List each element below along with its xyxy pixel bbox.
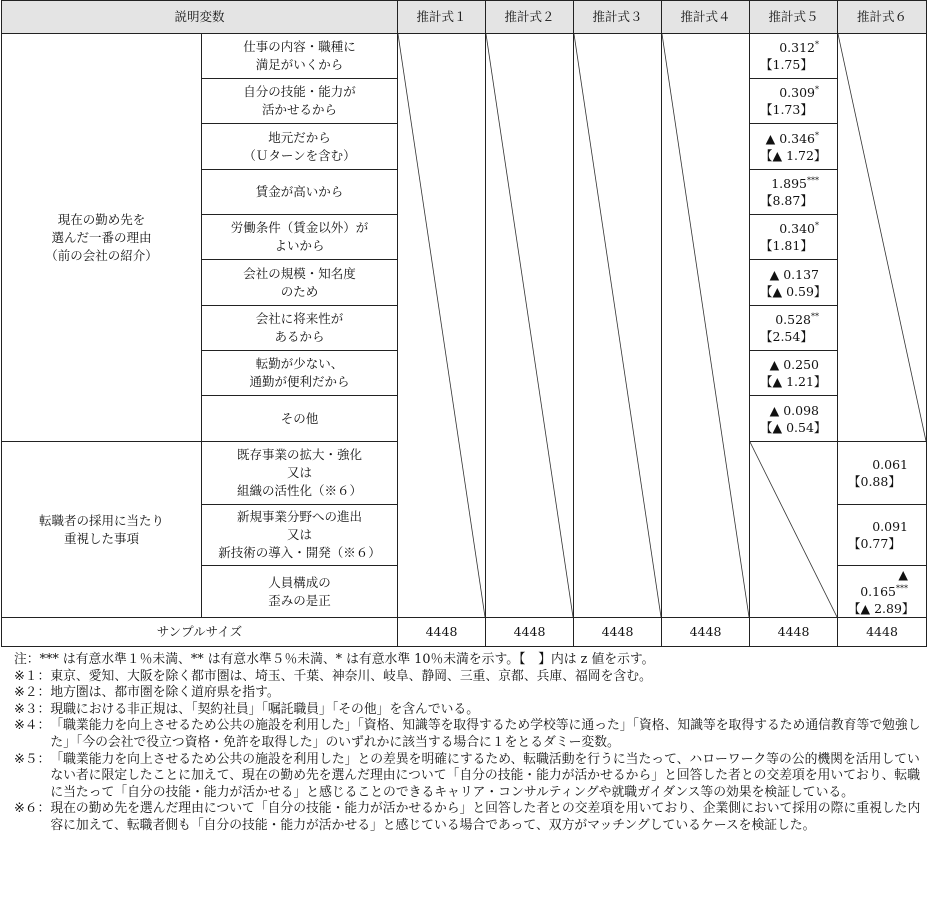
footnote <box>14 718 926 751</box>
z-value: 【1.73】 <box>760 102 813 117</box>
row-label: 会社の規模・知名度 のため <box>202 260 398 306</box>
value-box <box>750 39 837 73</box>
sample-size-value: 4448 <box>398 618 486 647</box>
row-label: 地元だから （Ｕターンを含む） <box>202 124 398 170</box>
sample-size-value: 4448 <box>662 618 750 647</box>
coefficient-value: ▲ 0.165 <box>860 567 908 599</box>
footnote-text: 現在の勤め先を選んだ理由について「自分の技能・能力が活かせるから」と回答した者との交差項を用いており、企業側において採用の際に重視した内容に加えて、転職者側も「自分の技能・能力が活かせる」と感じている場合であって、双方がマッチングしているケースを検証した。 <box>50 801 921 833</box>
model5-value <box>750 215 838 260</box>
z-value: 【0.88】 <box>848 474 901 489</box>
footnote <box>14 801 926 834</box>
footnote <box>14 702 926 719</box>
value-box <box>750 220 837 254</box>
z-value: 【2.54】 <box>760 329 813 344</box>
coefficient-value: 0.528 <box>775 312 811 327</box>
value-box <box>750 402 837 436</box>
model5-value <box>750 79 838 124</box>
coefficient <box>760 39 831 56</box>
footnote-label: ※１： <box>14 668 51 684</box>
footnote-label: 注： <box>14 652 40 667</box>
diagonal-line <box>398 34 485 617</box>
footnote <box>14 669 926 686</box>
diagonal-line <box>838 34 926 441</box>
header-row <box>2 1 927 34</box>
sample-size-value: 4448 <box>574 618 662 647</box>
footnote <box>14 752 926 802</box>
row-label: 会社に将来性が あるから <box>202 306 398 351</box>
model5-value <box>750 124 838 170</box>
empty-cell-model-2 <box>486 34 574 618</box>
header-model: 推計式２ <box>486 1 574 34</box>
row-label: 新規事業分野への進出 又は 新技術の導入・開発（※６） <box>202 505 398 566</box>
header-model: 推計式６ <box>838 1 927 34</box>
sample-row <box>2 618 927 647</box>
z-value: 【8.87】 <box>760 193 813 208</box>
coefficient-value: ▲ 0.346 <box>765 130 815 146</box>
model5-value <box>750 170 838 215</box>
significance-mark: *** <box>896 584 908 593</box>
model5-value <box>750 34 838 79</box>
footnote <box>14 685 926 702</box>
coefficient <box>848 566 920 600</box>
header-model: 推計式５ <box>750 1 838 34</box>
header-model: 推計式３ <box>574 1 662 34</box>
diagonal-line <box>662 34 749 617</box>
coefficient <box>760 266 831 283</box>
row-label: 賃金が高いから <box>202 170 398 215</box>
footnote-text: 現職における非正規は、「契約社員」「嘱託職員」「その他」を含んでいる。 <box>50 701 480 717</box>
significance-mark: * <box>815 85 819 94</box>
row-label: 労働条件（賃金以外）が よいから <box>202 215 398 260</box>
significance-mark: ** <box>811 312 819 321</box>
row-label: 人員構成の 歪みの是正 <box>202 566 398 618</box>
coefficient-value: 0.061 <box>872 457 908 472</box>
header-model: 推計式４ <box>662 1 750 34</box>
footnote-text: 地方圏は、都市圏を除く道府県を指す。 <box>50 685 280 701</box>
coefficient-value: 0.091 <box>872 519 908 534</box>
regression-table <box>1 0 927 647</box>
z-value: 【▲ 2.89】 <box>848 601 915 616</box>
coefficient-value: ▲ 0.137 <box>769 266 819 282</box>
coefficient-value: 1.895 <box>771 176 807 191</box>
footnote-label: ※６： <box>14 801 51 817</box>
group-label-reason: 現在の勤め先を 選んだ一番の理由 （前の会社の紹介） <box>2 34 202 442</box>
value-box <box>750 266 837 300</box>
regression-table-wrapper <box>1 0 927 647</box>
sample-size-value: 4448 <box>486 618 574 647</box>
model5-value <box>750 396 838 442</box>
footnote-label: ※４： <box>14 718 51 734</box>
empty-cell-model-6 <box>838 34 927 442</box>
footnote-label: ※２： <box>14 685 51 701</box>
coefficient <box>760 220 831 237</box>
value-box <box>838 456 926 490</box>
z-value: 【1.81】 <box>760 238 813 253</box>
value-box <box>838 566 926 617</box>
model6-value <box>838 505 927 566</box>
header-variable: 説明変数 <box>2 1 398 34</box>
significance-mark: *** <box>807 176 819 185</box>
footnote <box>14 652 926 669</box>
z-value: 【0.77】 <box>848 536 901 551</box>
value-box <box>750 84 837 118</box>
value-box <box>750 356 837 390</box>
coefficient <box>848 456 920 473</box>
empty-cell-model-1 <box>398 34 486 618</box>
coefficient <box>848 518 920 535</box>
row-label: 転勤が少ない、 通勤が便利だから <box>202 351 398 396</box>
footnote-label: ※５： <box>14 751 51 767</box>
empty-cell-model-5 <box>750 442 838 618</box>
z-value: 【▲ 1.21】 <box>760 374 827 389</box>
coefficient <box>760 311 831 328</box>
row-label: 既存事業の拡大・強化 又は 組織の活性化（※６） <box>202 442 398 505</box>
coefficient-value: 0.340 <box>779 221 815 236</box>
coefficient-value: 0.312 <box>779 40 815 55</box>
footnote-label: ※３： <box>14 701 51 717</box>
diagonal-line <box>574 34 661 617</box>
table-row <box>2 34 927 79</box>
significance-mark: * <box>815 40 819 49</box>
coefficient <box>760 84 831 101</box>
empty-cell-model-4 <box>662 34 750 618</box>
significance-mark: * <box>815 130 819 140</box>
z-value: 【▲ 0.59】 <box>760 283 827 299</box>
value-box <box>750 175 837 209</box>
z-value: 【1.75】 <box>760 57 813 72</box>
value-box <box>838 518 926 552</box>
coefficient-value: ▲ 0.098 <box>769 402 819 418</box>
row-label: 仕事の内容・職種に 満足がいくから <box>202 34 398 79</box>
coefficient-value: ▲ 0.250 <box>769 357 819 372</box>
model6-value <box>838 566 927 618</box>
model5-value <box>750 306 838 351</box>
significance-mark: * <box>815 221 819 230</box>
model5-value <box>750 351 838 396</box>
model6-value <box>838 442 927 505</box>
coefficient <box>760 130 831 147</box>
coefficient-value: 0.309 <box>779 85 815 100</box>
value-box <box>750 130 837 164</box>
footnote-text: 「職業能力を向上させるため公共の施設を利用した」「資格、知識等を取得するため学校等に通った」「資格、知識等を取得するため通信教育等で勉強した」「今の会社で役立つ資格・免許を取得した」のいずれかに該当する場合に１をとるダミー変数。 <box>50 718 921 750</box>
coefficient <box>760 175 831 192</box>
header-model: 推計式１ <box>398 1 486 34</box>
row-label: その他 <box>202 396 398 442</box>
diagonal-line <box>750 442 837 617</box>
z-value: 【▲ 0.54】 <box>760 419 827 435</box>
sample-label: サンプルサイズ <box>2 618 398 647</box>
group-label-hiring: 転職者の採用に当たり 重視した事項 <box>2 442 202 618</box>
sample-size-value: 4448 <box>838 618 927 647</box>
footnotes <box>14 652 926 835</box>
footnote-text: 「職業能力を向上させるため公共の施設を利用した」との差異を明確にするため、転職活動を行うに当たって、ハローワーク等の公的機関を活用していない者に限定したことに加えて、現在の勤め先を選んだ理由について「自分の技能・能力が活かせるから」と回答した者との交差項を用いており、転職に当たって「自分の技能・能力が活かせる」と感じることのできるキャリア・コンサルティングや就職ガイダンス等の効果を検証している。 <box>50 751 921 800</box>
coefficient <box>760 356 831 373</box>
model5-value <box>750 260 838 306</box>
sample-size-value: 4448 <box>750 618 838 647</box>
coefficient <box>760 402 831 419</box>
footnote-text: *** は有意水準１％未満、** は有意水準５％未満、* は有意水準 10％未満を示す。【 】内は z 値を示す。 <box>39 652 655 667</box>
value-box <box>750 311 837 345</box>
row-label: 自分の技能・能力が 活かせるから <box>202 79 398 124</box>
z-value: 【▲ 1.72】 <box>760 147 827 163</box>
footnote-text: 東京、愛知、大阪を除く都市圏は、埼玉、千葉、神奈川、岐阜、静岡、三重、京都、兵庫、福岡を含む。 <box>50 668 652 684</box>
empty-cell-model-3 <box>574 34 662 618</box>
diagonal-line <box>486 34 573 617</box>
